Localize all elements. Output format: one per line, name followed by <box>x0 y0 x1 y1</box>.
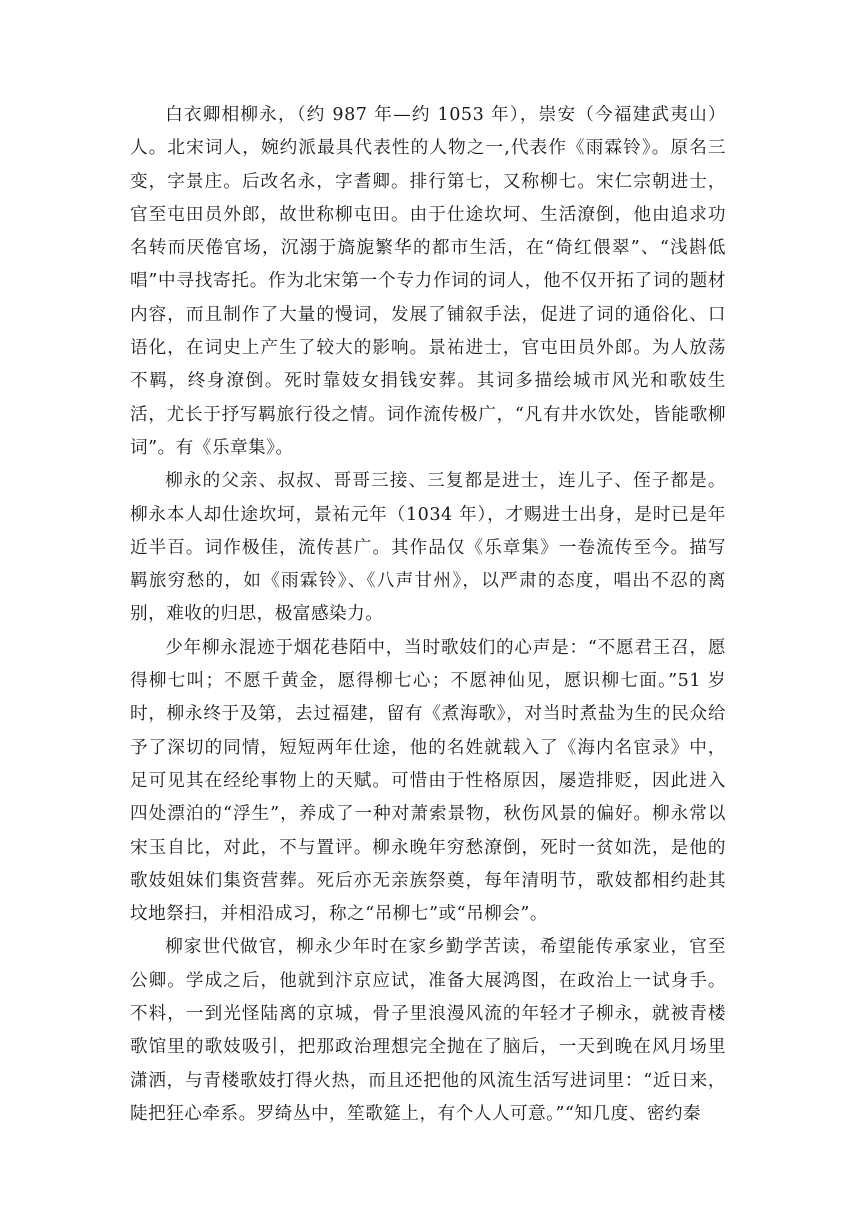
paragraph-3: 少年柳永混迹于烟花巷陌中，当时歌妓们的心声是：“不愿君王召，愿得柳七叫；不愿千黄金，愿得柳七心；不愿神仙见，愿识柳七面。”51 岁时，柳永终于及第，去过福建，留有《煮海歌》，对当时煮盐为生的民众给予了深切的同情，短短两年仕途，他的名姓就载入了《海内名宦录》中，足可见其在经纶事物上的天赋。可惜由于性格原因，屡造排贬，因此进入四处漂泊的“浮生”，养成了一种对萧索景物，秋伤风景的偏好。柳永常以宋玉自比，对此，不与置评。柳永晚年穷愁潦倒，死时一贫如洗，是他的歌妓姐妹们集资营葬。死后亦无亲族祭奠，每年清明节，歌妓都相约赴其坟地祭扫，并相沿成习，称之“吊柳七”或“吊柳会”。 <box>130 637 726 925</box>
document-body <box>130 99 726 1131</box>
paragraph-4: 柳家世代做官，柳永少年时在家乡勤学苦读，希望能传承家业，官至公卿。学成之后，他就到汴京应试，准备大展鸿图，在政治上一试身手。不料，一到光怪陆离的京城，骨子里浪漫风流的年轻才子柳永，就被青楼歌馆里的歌妓吸引，把那政治理想完全抛在了脑后，一天到晚在风月场里潇洒，与青楼歌妓打得火热，而且还把他的风流生活写进词里：“近日来，陡把狂心牵系。罗绮丛中，笙歌筵上，有个人人可意。”“知几度、密约秦 <box>130 937 726 1124</box>
paragraph-2: 柳永的父亲、叔叔、哥哥三接、三复都是进士，连儿子、侄子都是。柳永本人却仕途坎坷，景祐元年（1034 年），才赐进士出身，是时已是年近半百。词作极佳，流传甚广。其作品仅《乐章集》一卷流传至今。描写羁旅穷愁的，如《雨霖铃》、《八声甘州》，以严肃的态度，唱出不忍的离别，难收的归思，极富感染力。 <box>130 471 726 625</box>
paragraph-1: 白衣卿相柳永，（约 987 年—约 1053 年），崇安（今福建武夷山）人。北宋词人，婉约派最具代表性的人物之一,代表作《雨霖铃》。原名三变，字景庄。后改名永，字耆卿。排行第七，又称柳七。宋仁宗朝进士，官至屯田员外郎，故世称柳屯田。由于仕途坎坷、生活潦倒，他由追求功名转而厌倦官场，沉溺于旖旎繁华的都市生活，在“倚红偎翠”、“浅斟低唱”中寻找寄托。作为北宋第一个专力作词的词人，他不仅开拓了词的题材内容，而且制作了大量的慢词，发展了铺叙手法，促进了词的通俗化、口语化，在词史上产生了较大的影响。景祐进士，官屯田员外郎。为人放荡不羁，终身潦倒。死时靠妓女捐钱安葬。其词多描绘城市风光和歌妓生活，尤长于抒写羁旅行役之情。词作流传极广，“凡有井水饮处，皆能歌柳词”。有《乐章集》。 <box>130 105 726 458</box>
